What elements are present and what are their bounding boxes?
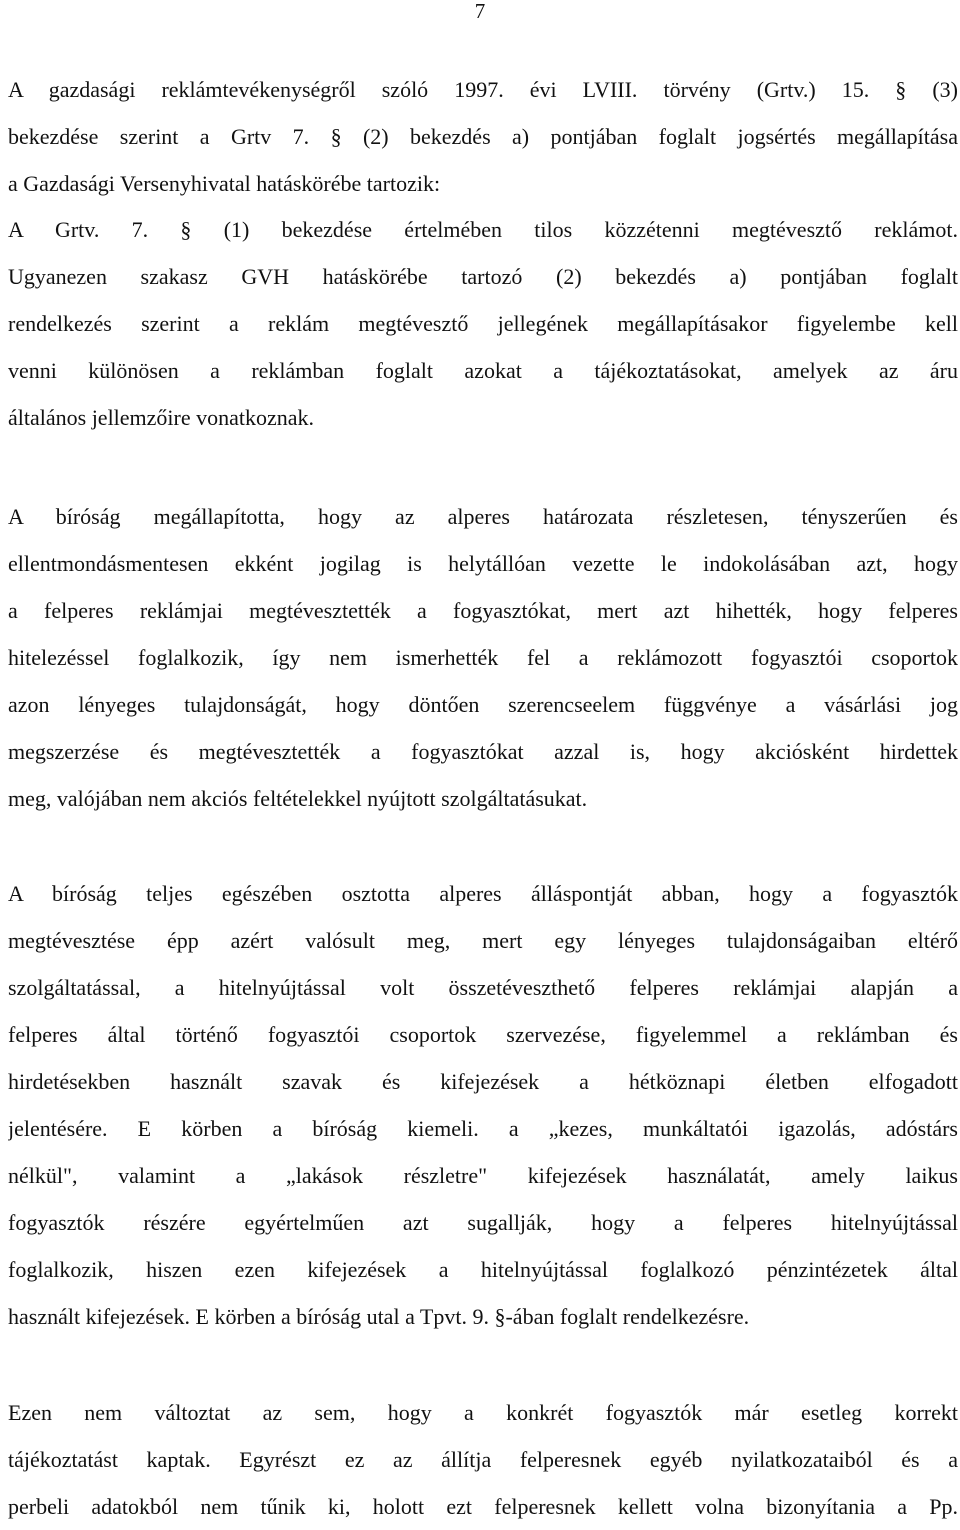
- text-line: bekezdése szerint a Grtv 7. § (2) bekezdés a) pontjában foglalt jogsértés megállapítása: [8, 124, 958, 149]
- text-line: A gazdasági reklámtevékenységről szóló 1997. évi LVIII. törvény (Grtv.) 15. § (3): [8, 77, 958, 102]
- text-line: A bíróság megállapította, hogy az alperes határozata részletesen, tényszerűen és: [8, 504, 958, 529]
- text-line: Ezen nem változtat az sem, hogy a konkrét fogyasztók már esetleg korrekt: [8, 1400, 958, 1425]
- text-line: használt kifejezések. E körben a bíróság utal a Tpvt. 9. §-ában foglalt rendelkezésre.: [8, 1304, 750, 1329]
- text-line: perbeli adatokból nem tűnik ki, holott ezt felperesnek kellett volna bizonyítania a Pp.: [8, 1494, 958, 1519]
- paragraph-4: [8, 870, 958, 1340]
- text-line: A Grtv. 7. § (1) bekezdése értelmében tilos közzétenni megtévesztő reklámot.: [8, 217, 958, 242]
- text-line: megtévesztése épp azért valósult meg, mert egy lényeges tulajdonságaiban eltérő: [8, 928, 958, 953]
- text-line: fogyasztók részére egyértelműen azt sugallják, hogy a felperes hitelnyújtással: [8, 1210, 958, 1235]
- text-line: meg, valójában nem akciós feltételekkel nyújtott szolgáltatásukat.: [8, 786, 588, 811]
- text-line: jelentésére. E körben a bíróság kiemeli. a „kezes, munkáltatói igazolás, adóstárs: [8, 1116, 958, 1141]
- paragraph-5: [8, 1389, 958, 1530]
- text-line: a felperes reklámjai megtévesztették a fogyasztókat, mert azt hihették, hogy felperes: [8, 598, 958, 623]
- text-line: azon lényeges tulajdonságát, hogy döntően szerencseelem függvénye a vásárlási jog: [8, 692, 958, 717]
- text-line: felperes által történő fogyasztói csoportok szervezése, figyelemmel a reklámban és: [8, 1022, 958, 1047]
- paragraph-3: [8, 493, 958, 822]
- text-line: foglalkozik, hiszen ezen kifejezések a hitelnyújtással foglalkozó pénzintézetek által: [8, 1257, 958, 1282]
- page-number: 7: [474, 0, 486, 23]
- text-line: a Gazdasági Versenyhivatal hatáskörébe tartozik:: [8, 171, 441, 196]
- text-line: hirdetésekben használt szavak és kifejezések a hétköznapi életben elfogadott: [8, 1069, 958, 1094]
- text-line: tájékoztatást kaptak. Egyrészt ez az állítja felperesnek egyéb nyilatkozataiból és a: [8, 1447, 958, 1472]
- text-line: szolgáltatással, a hitelnyújtással volt összetéveszthető felperes reklámjai alapján a: [8, 975, 958, 1000]
- text-line: rendelkezés szerint a reklám megtévesztő jellegének megállapításakor figyelembe kell: [8, 311, 958, 336]
- text-line: általános jellemzőire vonatkoznak.: [8, 405, 315, 430]
- text-line: megszerzése és megtévesztették a fogyasztókat azzal is, hogy akciósként hirdettek: [8, 739, 958, 764]
- text-line: nélkül", valamint a „lakások részletre" kifejezések használatát, amely laikus: [8, 1163, 958, 1188]
- paragraph-2: [8, 206, 958, 441]
- text-line: Ugyanezen szakasz GVH hatáskörébe tartozó (2) bekezdés a) pontjában foglalt: [8, 264, 958, 289]
- paragraph-1: [8, 66, 958, 207]
- text-line: venni különösen a reklámban foglalt azokat a tájékoztatásokat, amelyek az áru: [8, 358, 958, 383]
- text-line: hitelezéssel foglalkozik, így nem ismerhették fel a reklámozott fogyasztói csoportok: [8, 645, 958, 670]
- text-line: A bíróság teljes egészében osztotta alperes álláspontját abban, hogy a fogyasztók: [8, 881, 958, 906]
- text-line: ellentmondásmentesen ekként jogilag is helytállóan vezette le indokolásában azt, hogy: [8, 551, 958, 576]
